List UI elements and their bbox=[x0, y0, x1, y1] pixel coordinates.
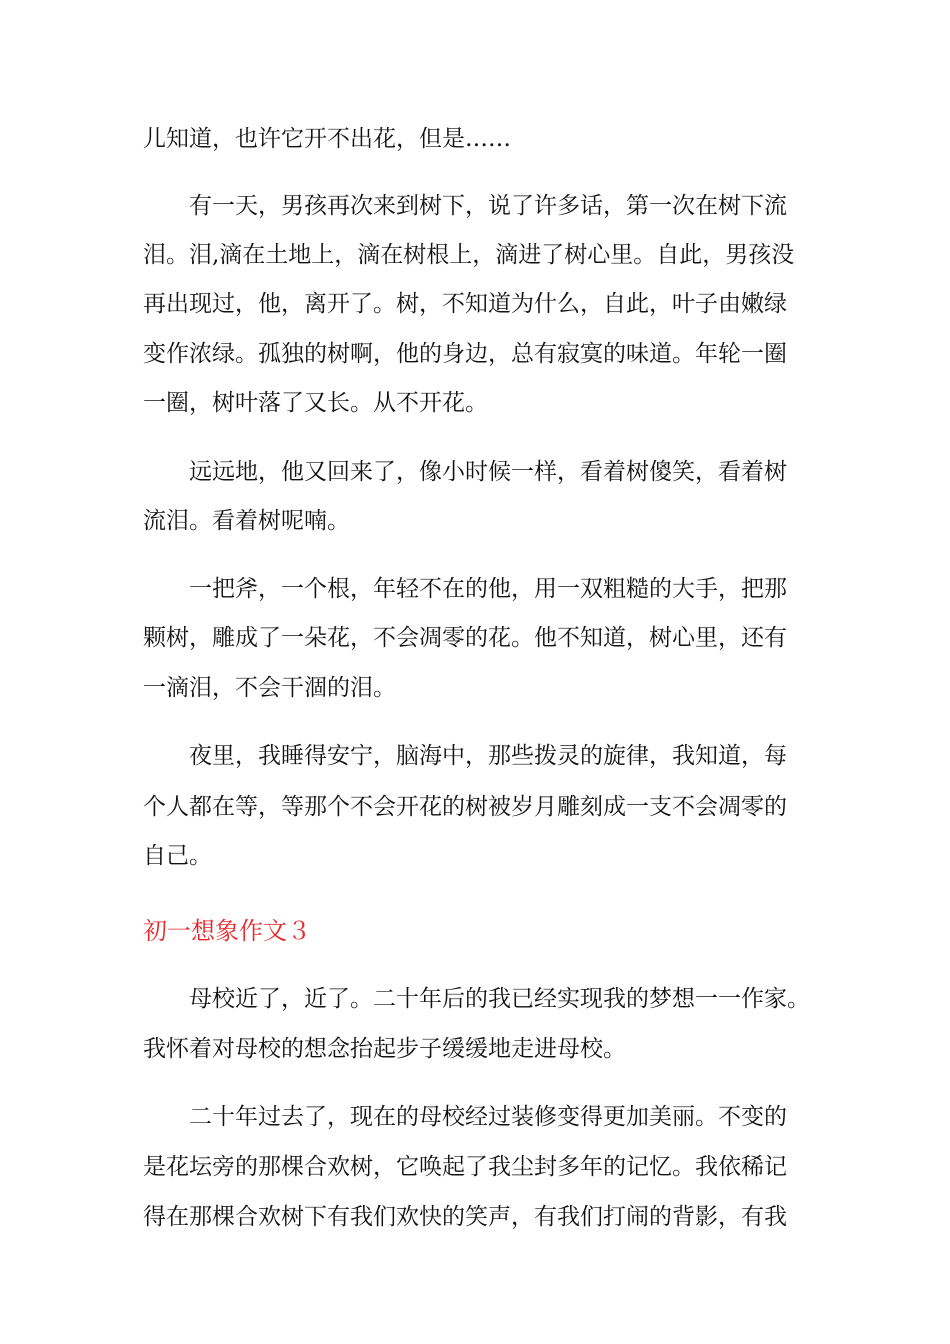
text-line: 二十年过去了，现在的母校经过装修变得更加美丽。不变的 bbox=[189, 1104, 787, 1130]
text-line: 一把斧，一个根，年轻不在的他，用一双粗糙的大手，把那 bbox=[189, 576, 787, 602]
text-line: 得在那棵合欢树下有我们欢快的笑声，有我们打闹的背影，有我 bbox=[143, 1204, 787, 1230]
text-line: 远远地，他又回来了，像小时候一样，看着树傻笑，看着树 bbox=[189, 459, 787, 485]
text-line: 有一天，男孩再次来到树下，说了许多话，第一次在树下流 bbox=[189, 193, 787, 219]
text-line: 一滴泪，不会干涸的泪。 bbox=[143, 675, 396, 701]
text-line: 一圈，树叶落了又长。从不开花。 bbox=[143, 390, 488, 416]
text-line: 泪。泪,滴在土地上，滴在树根上，滴进了树心里。自此，男孩没 bbox=[143, 242, 795, 268]
text-line: 再出现过，他，离开了。树，不知道为什么，自此，叶子由嫩绿 bbox=[143, 291, 787, 317]
text-line: 个人都在等，等那个不会开花的树被岁月雕刻成一支不会凋零的 bbox=[143, 794, 787, 820]
section-heading: 初一想象作文３ bbox=[143, 917, 311, 945]
text-line: 儿知道，也许它开不出花，但是…… bbox=[143, 126, 511, 152]
text-line: 颗树，雕成了一朵花，不会凋零的花。他不知道，树心里，还有 bbox=[143, 625, 787, 651]
text-line: 母校近了，近了。二十年后的我已经实现我的梦想一一作家。 bbox=[189, 986, 810, 1012]
text-line: 变作浓绿。孤独的树啊，他的身边，总有寂寞的味道。年轮一圈 bbox=[143, 341, 787, 367]
text-line: 我怀着对母校的想念抬起步子缓缓地走进母校。 bbox=[143, 1036, 626, 1062]
text-line: 流泪。看着树呢喃。 bbox=[143, 508, 350, 534]
text-line: 是花坛旁的那棵合欢树，它唤起了我尘封多年的记忆。我依稀记 bbox=[143, 1154, 787, 1180]
text-line: 自己。 bbox=[143, 843, 212, 869]
text-line: 夜里，我睡得安宁，脑海中，那些拨灵的旋律，我知道，每 bbox=[189, 743, 787, 769]
